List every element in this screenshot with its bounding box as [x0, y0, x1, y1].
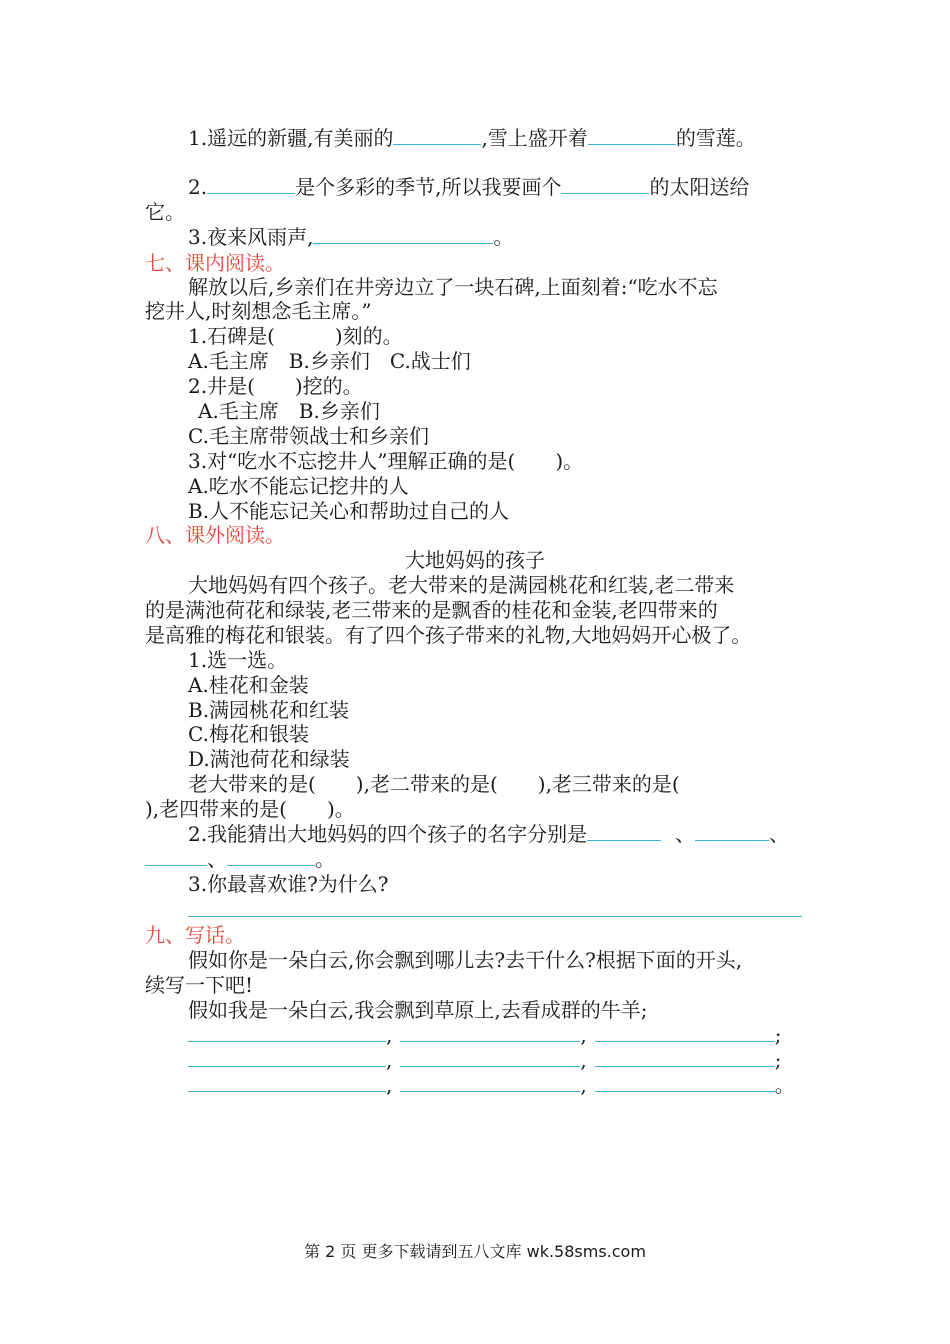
- s7-q2-option-c: C.毛主席带领战士和乡亲们: [188, 424, 429, 448]
- answer-blank[interactable]: [313, 225, 493, 244]
- s7-passage-line1: 解放以后,乡亲们在井旁边立了一块石碑,上面刻着:“吃水不忘: [188, 275, 718, 299]
- answer-blank[interactable]: [207, 175, 295, 194]
- semicolon: ;: [774, 1048, 782, 1072]
- answer-blank[interactable]: [595, 1048, 775, 1067]
- s8-option-a: A.桂花和金装: [188, 673, 309, 697]
- section-9-heading: 九、写话。: [145, 923, 245, 947]
- answer-blank[interactable]: [587, 822, 661, 841]
- item2-text-a: 2.: [188, 175, 208, 199]
- comma: ,: [580, 1048, 587, 1072]
- s8-passage-line2: 的是满池荷花和绿装,老三带来的是飘香的桂花和金装,老四带来的: [145, 598, 718, 622]
- s7-q1-options: A.毛主席 B.乡亲们 C.战士们: [188, 349, 471, 373]
- item1-text-b: ,雪上盛开着: [481, 126, 588, 150]
- s9-prompt-line2: 续写一下吧!: [145, 973, 254, 997]
- s9-writing-row-3: [188, 1072, 795, 1098]
- separator: 、: [207, 847, 227, 871]
- item1-text-c: 的雪莲。: [675, 126, 756, 150]
- answer-blank[interactable]: [145, 847, 207, 866]
- section-8-heading: 八、课外阅读。: [145, 523, 285, 547]
- comma: ,: [386, 1023, 393, 1047]
- answer-blank[interactable]: [227, 847, 315, 866]
- item3-text-b: 。: [493, 225, 514, 249]
- s8-q2-continued: [145, 846, 335, 872]
- s8-q3-answer-line: [188, 897, 802, 923]
- comma: ,: [580, 1023, 587, 1047]
- answer-blank[interactable]: [400, 1048, 580, 1067]
- s9-writing-start: 假如我是一朵白云,我会飘到草原上,去看成群的牛羊;: [188, 998, 648, 1022]
- s7-q3-option-a: A.吃水不能忘记挖井的人: [188, 474, 409, 498]
- s8-option-b: B.满园桃花和红装: [188, 698, 350, 722]
- s8-option-d: D.满池荷花和绿装: [188, 747, 350, 771]
- s8-option-c: C.梅花和银装: [188, 722, 309, 746]
- s8-q1-fill-line2: ),老四带来的是( )。: [145, 797, 355, 821]
- answer-blank[interactable]: [188, 1023, 386, 1042]
- comma: ,: [386, 1073, 393, 1097]
- section-7-heading: 七、课内阅读。: [145, 251, 285, 275]
- item2-text-b: 是个多彩的季节,所以我要画个: [295, 175, 562, 199]
- answer-blank[interactable]: [188, 898, 802, 917]
- s8-question-3: 3.你最喜欢谁?为什么?: [188, 872, 389, 896]
- answer-blank[interactable]: [588, 126, 676, 145]
- answer-blank[interactable]: [393, 126, 481, 145]
- s8-passage-line1: 大地妈妈有四个孩子。老大带来的是满园桃花和红装,老二带来: [188, 573, 735, 597]
- answer-blank[interactable]: [400, 1023, 580, 1042]
- s7-q2-options: A.毛主席 B.乡亲们: [198, 399, 380, 423]
- s7-question-3: 3.对“吃水不忘挖井人”理解正确的是( )。: [188, 449, 584, 473]
- comma: ,: [580, 1073, 587, 1097]
- s8-q2-end: 。: [315, 847, 335, 871]
- answer-blank[interactable]: [561, 175, 649, 194]
- s8-q1-fill-line1: 老大带来的是( ),老二带来的是( ),老三带来的是(: [188, 772, 680, 796]
- answer-blank[interactable]: [695, 822, 769, 841]
- item1-text-a: 1.遥远的新疆,有美丽的: [188, 126, 394, 150]
- page-footer: 第 2 页 更多下载请到五八文库 wk.58sms.com: [304, 1242, 646, 1261]
- s7-passage-line2: 挖井人,时刻想念毛主席。”: [145, 299, 372, 323]
- separator: 、: [675, 822, 696, 846]
- s7-q3-option-b: B.人不能忘记关心和帮助过自己的人: [188, 499, 510, 523]
- s7-question-1: 1.石碑是( )刻的。: [188, 324, 403, 348]
- s8-question-1: 1.选一选。: [188, 648, 288, 672]
- semicolon: ;: [774, 1023, 782, 1047]
- s7-question-2: 2.井是( )挖的。: [188, 374, 363, 398]
- item2-text-c: 的太阳送给: [649, 175, 750, 199]
- s8-q2-text: 2.我能猜出大地妈妈的四个孩子的名字分别是: [188, 822, 588, 846]
- s9-writing-row-1: [188, 1022, 781, 1048]
- s9-prompt-line1: 假如你是一朵白云,你会飘到哪儿去?去干什么?根据下面的开头,: [188, 948, 743, 972]
- fill-item-1: [188, 125, 756, 151]
- answer-blank[interactable]: [595, 1073, 775, 1092]
- comma: ,: [386, 1048, 393, 1072]
- fill-item-3: [188, 224, 513, 250]
- s8-passage-line3: 是高雅的梅花和银装。有了四个孩子带来的礼物,大地妈妈开心极了。: [145, 623, 752, 647]
- s8-question-2: [188, 821, 789, 847]
- separator: 、: [769, 822, 790, 846]
- period: 。: [774, 1073, 795, 1097]
- fill-item-2: [188, 174, 749, 200]
- answer-blank[interactable]: [595, 1023, 775, 1042]
- s9-writing-row-2: [188, 1047, 781, 1073]
- answer-blank[interactable]: [188, 1073, 386, 1092]
- answer-blank[interactable]: [188, 1048, 386, 1067]
- story-title: 大地妈妈的孩子: [405, 548, 545, 572]
- item2-text-d: 它。: [145, 200, 185, 224]
- item3-text-a: 3.夜来风雨声,: [188, 225, 314, 249]
- answer-blank[interactable]: [400, 1073, 580, 1092]
